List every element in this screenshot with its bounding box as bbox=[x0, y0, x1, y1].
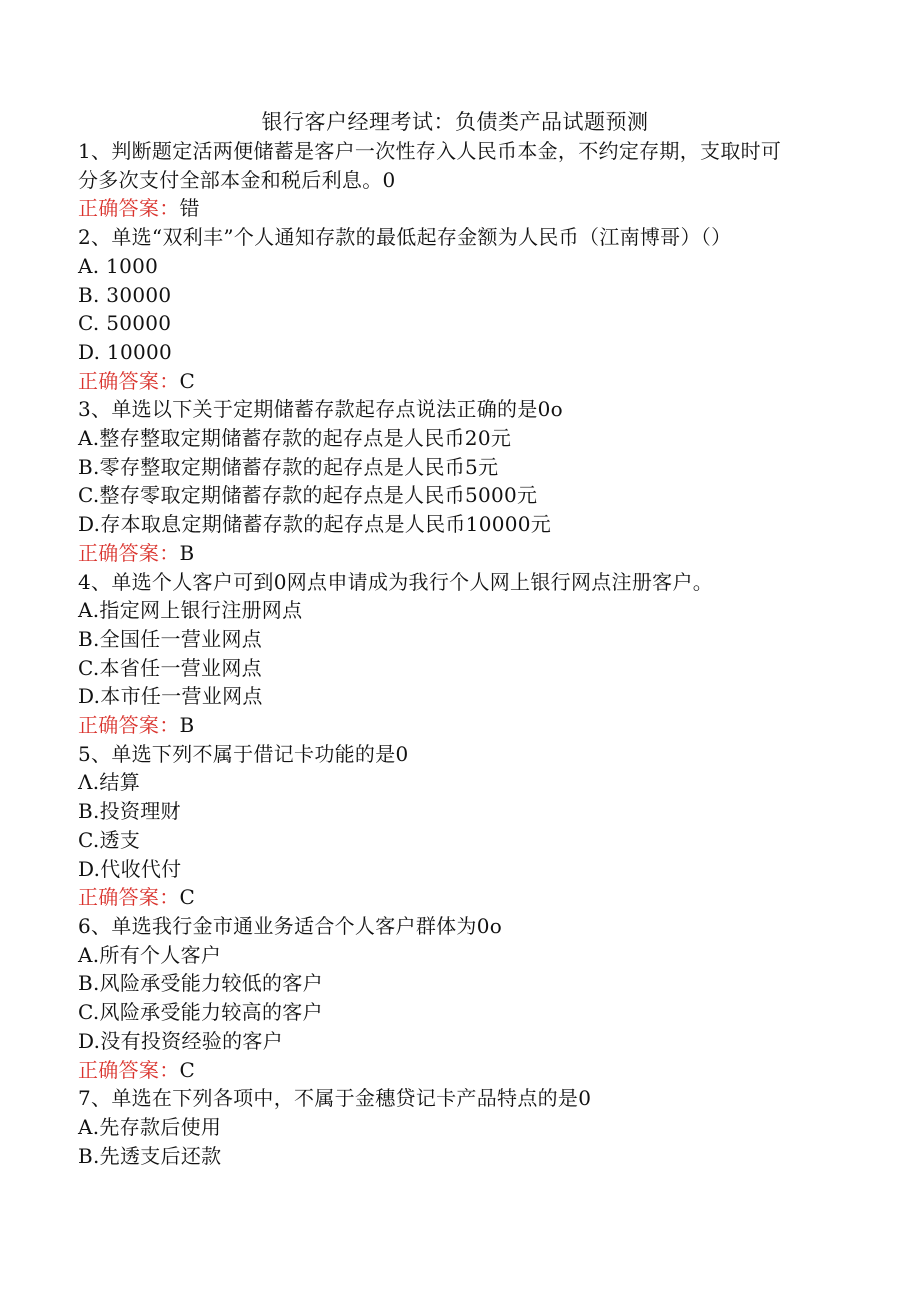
answer-value: C bbox=[179, 1057, 196, 1082]
option-a: A.指定网上银行注册网点 bbox=[78, 598, 303, 623]
option-b: B. 30000 bbox=[78, 282, 172, 307]
question-stem-continued: 分多次支付全部本金和税后利息。0 bbox=[78, 167, 396, 192]
option-a: A. 1000 bbox=[78, 253, 159, 278]
answer-line bbox=[78, 883, 838, 912]
option-c: C.透支 bbox=[78, 827, 141, 852]
answer-label: 正确答案： bbox=[78, 885, 180, 910]
question-stem: 4、单选个人客户可到0网点申请成为我行个人网上银行网点注册客户。 bbox=[78, 569, 714, 594]
question-stem: 7、单选在下列各项中，不属于金穗贷记卡产品特点的是0 bbox=[78, 1086, 592, 1111]
option-c: C. 50000 bbox=[78, 311, 172, 336]
answer-line bbox=[78, 539, 838, 568]
answer-line bbox=[78, 194, 838, 223]
answer-label: 正确答案： bbox=[78, 1057, 180, 1082]
answer-value: 错 bbox=[179, 196, 200, 221]
option-b: B.零存整取定期储蓄存款的起存点是人民币5元 bbox=[78, 454, 499, 479]
option-c: C.整存零取定期储蓄存款的起存点是人民币5000元 bbox=[78, 483, 538, 508]
answer-line bbox=[78, 367, 838, 396]
option-d: D.代收代付 bbox=[78, 856, 182, 881]
answer-label: 正确答案： bbox=[78, 368, 180, 393]
answer-label: 正确答案： bbox=[78, 196, 180, 221]
answer-value: B bbox=[179, 540, 195, 565]
answer-line bbox=[78, 1056, 838, 1085]
answer-value: C bbox=[179, 368, 196, 393]
option-b: B.先透支后还款 bbox=[78, 1143, 222, 1168]
option-a: A.先存款后使用 bbox=[78, 1114, 222, 1139]
answer-label: 正确答案： bbox=[78, 540, 180, 565]
answer-value: C bbox=[179, 885, 196, 910]
option-d: D.本市任一营业网点 bbox=[78, 684, 263, 709]
answer-line bbox=[78, 711, 838, 740]
option-d: D. 10000 bbox=[78, 339, 173, 364]
option-a: A.整存整取定期储蓄存款的起存点是人民币20元 bbox=[78, 426, 512, 451]
question-stem: 3、单选以下关于定期储蓄存款起存点说法正确的是0o bbox=[78, 397, 563, 422]
option-d: D.没有投资经验的客户 bbox=[78, 1028, 283, 1053]
option-a: Λ.结算 bbox=[78, 770, 141, 795]
question-stem: 6、单选我行金市通业务适合个人客户群体为0o bbox=[78, 913, 503, 938]
option-a: A.所有个人客户 bbox=[78, 942, 222, 967]
option-b: B.风险承受能力较低的客户 bbox=[78, 971, 323, 996]
question-stem: 1、判断题定活两便储蓄是客户一次性存入人民币本金，不约定存期，支取时可 bbox=[78, 139, 782, 163]
answer-label: 正确答案： bbox=[78, 713, 180, 738]
question-stem: 2、单选“双利丰”个人通知存款的最低起存金额为人民币（江南博哥）（） bbox=[78, 225, 732, 250]
option-c: C.风险承受能力较高的客户 bbox=[78, 1000, 323, 1025]
answer-value: B bbox=[179, 713, 195, 738]
option-b: B.投资理财 bbox=[78, 799, 181, 824]
question-stem: 5、单选下列不属于借记卡功能的是0 bbox=[78, 741, 409, 766]
option-b: B.全国任一营业网点 bbox=[78, 626, 263, 651]
option-c: C.本省任一营业网点 bbox=[78, 655, 262, 680]
option-d: D.存本取息定期储蓄存款的起存点是人民币10000元 bbox=[78, 512, 552, 537]
question-list bbox=[78, 137, 838, 1170]
page-title: 银行客户经理考试：负债类产品试题预测 bbox=[261, 110, 649, 134]
